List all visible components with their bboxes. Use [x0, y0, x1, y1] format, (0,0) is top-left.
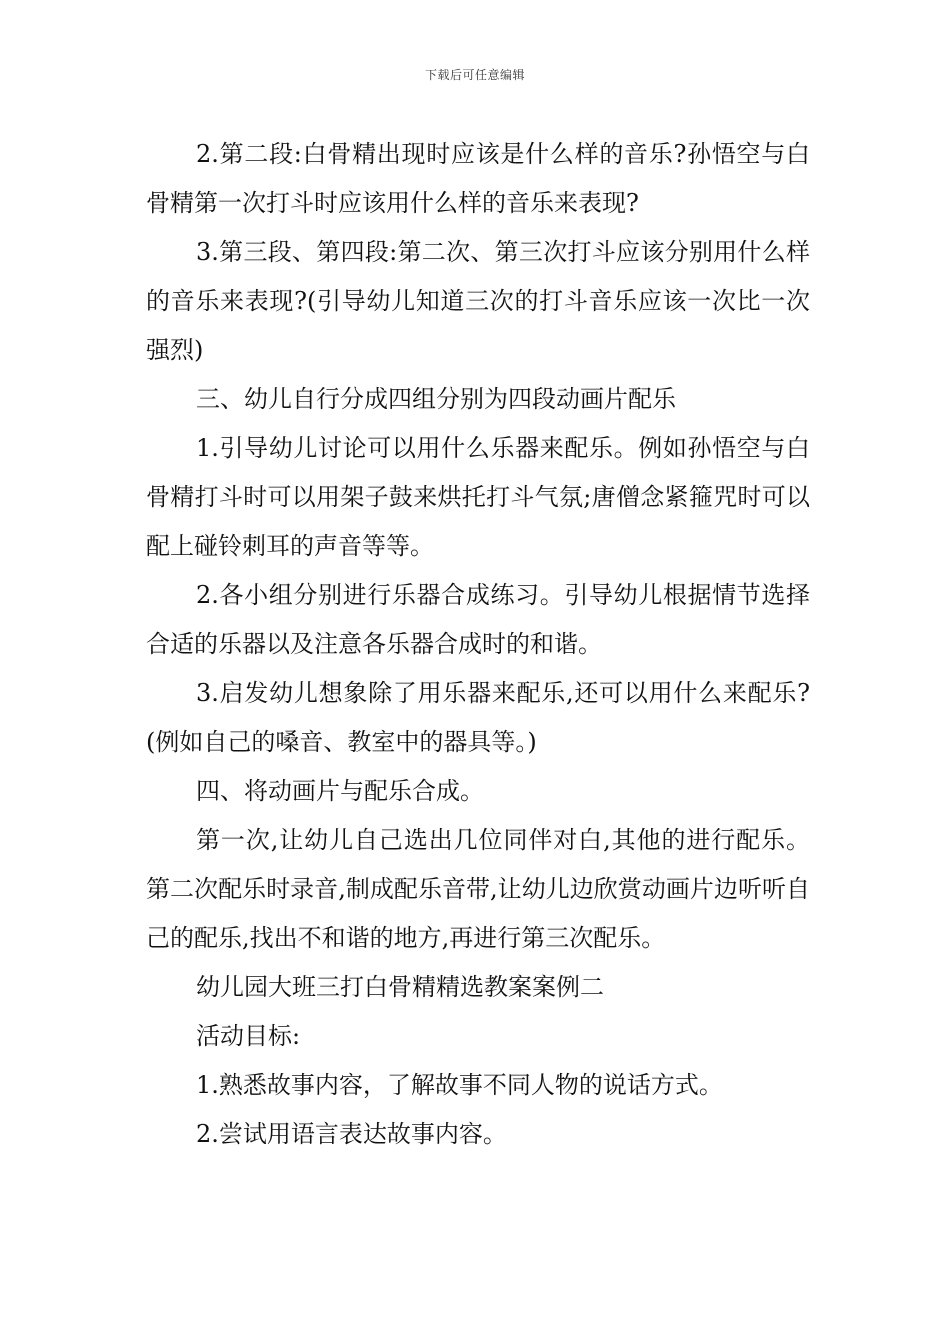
document-body	[146, 130, 810, 1159]
goal-item-1: 1.熟悉故事内容，了解故事不同人物的说话方式。	[196, 1071, 723, 1099]
heading-activity-goals: 活动目标:	[196, 1022, 301, 1050]
paragraph-group-practice: 2.各小组分别进行乐器合成练习。引导幼儿根据情节选择合适的乐器以及注意各乐器合成时的和谐。	[146, 581, 810, 658]
paragraph-imagination: 3.启发幼儿想象除了用乐器来配乐,还可以用什么来配乐?(例如自己的嗓音、教室中的器具等。)	[146, 679, 810, 756]
heading-step-three: 三、幼儿自行分成四组分别为四段动画片配乐	[196, 385, 676, 413]
paragraph-first-attempt: 第一次,让幼儿自己选出几位同伴对白,其他的进行配乐。第二次配乐时录音,制成配乐音带,让幼儿边欣赏动画片边听听自己的配乐,找出不和谐的地方,再进行第三次配乐。	[146, 826, 810, 952]
goal-item-2: 2.尝试用语言表达故事内容。	[196, 1120, 507, 1148]
heading-step-four: 四、将动画片与配乐合成。	[196, 777, 484, 805]
paragraph-instrument-discussion: 1.引导幼儿讨论可以用什么乐器来配乐。例如孙悟空与白骨精打斗时可以用架子鼓来烘托打斗气氛;唐僧念紧箍咒时可以配上碰铃刺耳的声音等等。	[146, 434, 810, 560]
page-header-note: 下载后可任意编辑	[424, 68, 525, 82]
lesson-plan-title: 幼儿园大班三打白骨精精选教案案例二	[196, 973, 604, 1001]
paragraph-section2: 2.第二段:白骨精出现时应该是什么样的音乐?孙悟空与白骨精第一次打斗时应该用什么样的音乐来表现?	[146, 140, 810, 217]
paragraph-section3-4: 3.第三段、第四段:第二次、第三次打斗应该分别用什么样的音乐来表现?(引导幼儿知道三次的打斗音乐应该一次比一次强烈)	[146, 238, 810, 364]
